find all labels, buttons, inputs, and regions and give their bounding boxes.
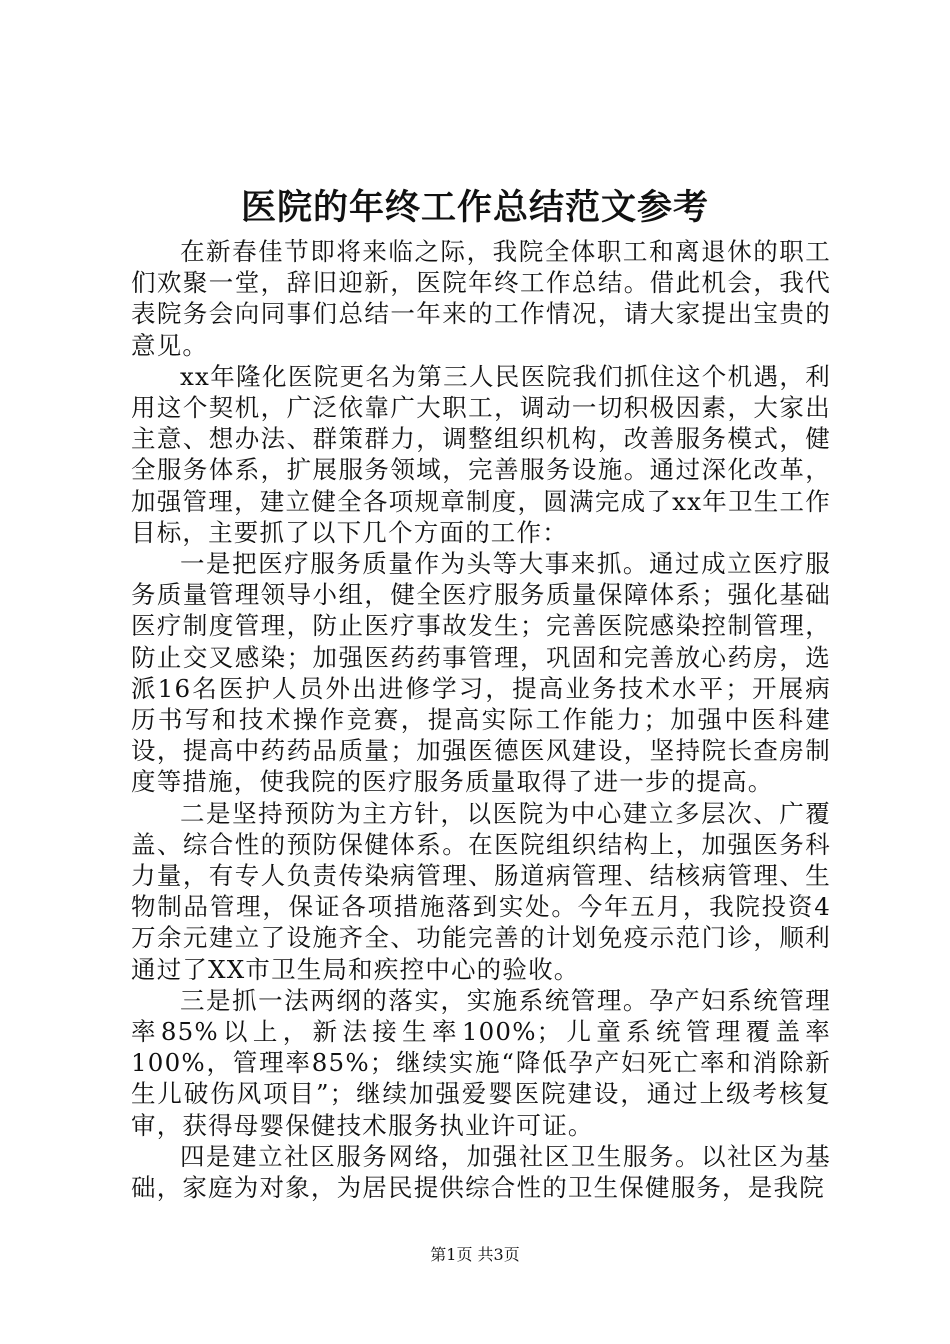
paragraph: xx年隆化医院更名为第三人民医院我们抓住这个机遇，利用这个契机，广泛依靠广大职工，调动一切积极因素，大家出主意、想办法、群策群力，调整组织机构，改善服务模式，健全服务体系，扩展服务领域，完善服务设施。通过深化改革，加强管理，建立健全各项规章制度，圆满完成了xx年卫生工作目标，主要抓了以下几个方面的工作： <box>131 361 831 547</box>
paragraph: 一是把医疗服务质量作为头等大事来抓。通过成立医疗服务质量管理领导小组，健全医疗服务质量保障体系；强化基础医疗制度管理，防止医疗事故发生；完善医院感染控制管理，防止交叉感染；加强医药药事管理，巩固和完善放心药房，选派16名医护人员外出进修学习，提高业务技术水平；开展病历书写和技术操作竞赛，提高实际工作能力；加强中医科建设，提高中药药品质量；加强医德医风建设，坚持院长查房制度等措施，使我院的医疗服务质量取得了进一步的提高。 <box>131 549 831 797</box>
paragraph: 在新春佳节即将来临之际，我院全体职工和离退休的职工们欢聚一堂，辞旧迎新，医院年终工作总结。借此机会，我代表院务会向同事们总结一年来的工作情况，请大家提出宝贵的意见。 <box>131 237 831 360</box>
document-title: 医院的年终工作总结范文参考 <box>240 187 709 228</box>
document-body <box>131 236 831 1203</box>
paragraph: 三是抓一法两纲的落实，实施系统管理。孕产妇系统管理率85%以上，新法接生率100%；儿童系统管理覆盖率100%，管理率85%；继续实施“降低孕产妇死亡率和消除新生儿破伤风项目”；继续加强爱婴医院建设，通过上级考核复审，获得母婴保健技术服务执业许可证。 <box>131 985 831 1140</box>
page-number-footer: 第1页 共3页 <box>430 1245 520 1264</box>
paragraph: 二是坚持预防为主方针，以医院为中心建立多层次、广覆盖、综合性的预防保健体系。在医院组织结构上，加强医务科力量，有专人负责传染病管理、肠道病管理、结核病管理、生物制品管理，保证各项措施落到实处。今年五月，我院投资4万余元建立了设施齐全、功能完善的计划免疫示范门诊，顺利通过了XX市卫生局和疾控中心的验收。 <box>131 798 831 984</box>
paragraph: 四是建立社区服务网络，加强社区卫生服务。以社区为基础，家庭为对象，为居民提供综合性的卫生保健服务，是我院 <box>131 1141 831 1203</box>
